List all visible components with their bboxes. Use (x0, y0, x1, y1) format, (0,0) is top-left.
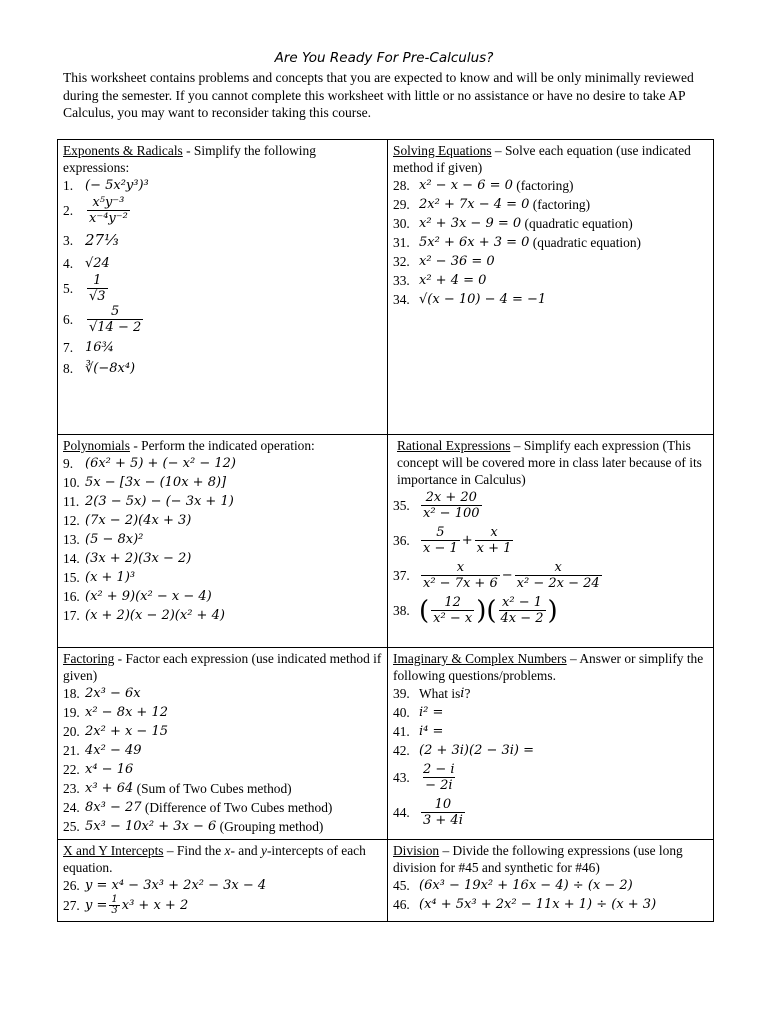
intro-paragraph: This worksheet contains problems and concepts that you are expected to know and will be only minimally reviewed during the semester. If you cannot complete this worksheet with little or no assistance or have no desire to take AP Calculus, you may want to reconsider taking this course. (63, 70, 694, 120)
polynomials-cell (58, 435, 388, 648)
problem-12: 12. (7x − 2)(4x + 3) (63, 513, 192, 528)
division-heading: Division – Divide the following expressions (use long division for #45 and synthetic for #46) (393, 843, 683, 875)
problem-11: 11. 2(3 − 5x) − (− 3x + 1) (63, 494, 234, 509)
imaginary-cell (388, 648, 714, 840)
problem-1: 1. (− 5x²y³)³ (63, 178, 149, 193)
problem-39: 39. What is i ? (393, 686, 471, 701)
problem-43: 43. $\frac{2 - i}{- 2i}$ (393, 762, 455, 793)
problem-4: 4. √24 (63, 256, 110, 271)
problem-21: 21. 4x² − 49 (63, 743, 142, 758)
problem-6: 6. $\frac{5}{√14 - 2}$ (63, 304, 142, 335)
problem-23: 23. x³ + 64 (Sum of Two Cubes method) (63, 781, 292, 796)
problem-35: 35. $\frac{2x + 20}{\text{x² − 100}}$ (393, 490, 480, 521)
problem-45: 45. (6x³ − 19x² + 16x − 4) ÷ (x − 2) (393, 878, 633, 893)
problem-22: 22. x⁴ − 16 (63, 762, 134, 777)
problem-18: 18. 2x³ − 6x (63, 686, 141, 701)
problem-16: 16. (x² + 9)(x² − x − 4) (63, 589, 212, 604)
problem-34: 34. √(x − 10) − 4 = −1 (393, 292, 547, 307)
problem-5: 5. $\frac{1}{√3}$ (63, 273, 106, 304)
problem-24: 24. 8x³ − 27 (Difference of Two Cubes method) (63, 800, 333, 815)
imaginary-heading: Imaginary & Complex Numbers – Answer or simplify the following questions/problems. (393, 651, 704, 683)
problem-28: 28. x² − x − 6 = 0 (factoring) (393, 178, 574, 193)
problem-32: 32. x² − 36 = 0 (393, 254, 495, 269)
intercepts-heading: X and Y Intercepts – Find the x- and y-intercepts of each equation. (63, 843, 366, 875)
problem-46: 46. (x⁴ + 5x³ + 2x² − 11x + 1) ÷ (x + 3) (393, 897, 657, 912)
solving-heading: Solving Equations – Solve each equation (use indicated method if given) (393, 143, 691, 175)
rational-heading: Rational Expressions – Simplify each expression (This concept will be covered more in class later because of its importance in Calculus) (397, 438, 702, 487)
problem-19: 19. x² − 8x + 12 (63, 705, 169, 720)
problem-8: 8. ∛(−8x⁴) (63, 361, 136, 376)
division-cell (388, 840, 714, 922)
problem-38: 38. ( $\frac{12}{\text{x² − x}}$ ) ( $\frac{\text{x² − 1}}{4x - 2}$ ) (393, 595, 558, 626)
problem-36: 36. $\frac{5}{x - 1}$ + $\frac{x}{x + 1}$ (393, 525, 512, 556)
problem-2: 2. $\frac{\text{x⁵y⁻³}}{\text{x⁻⁴y⁻²}}$ (63, 195, 128, 226)
problem-37: 37. $\frac{x}{\text{x² − 7x + 6}}$ − $\frac{x}{\text{x² − 2x − 24}}$ (393, 560, 600, 591)
worksheet-title: Are You Ready For Pre-Calculus? (274, 50, 494, 66)
problem-7: 7. 16¾ (63, 339, 115, 355)
problem-31: 31. 5x² + 6x + 3 = 0 (quadratic equation) (393, 235, 641, 250)
problem-41: 41. i⁴ = (393, 724, 444, 739)
problem-15: 15. (x + 1)³ (63, 570, 136, 585)
problem-42: 42. (2 + 3i)(2 − 3i) = (393, 743, 535, 758)
problem-44: 44. $\frac{10}{3 + 4i}$ (393, 797, 463, 828)
factoring-cell (58, 648, 388, 840)
problem-10: 10. 5x − [3x − (10x + 8)] (63, 475, 227, 490)
rational-cell (388, 435, 714, 648)
problem-30: 30. x² + 3x − 9 = 0 (quadratic equation) (393, 216, 633, 231)
problem-25: 25. 5x³ − 10x² + 3x − 6 (Grouping method) (63, 819, 324, 834)
intercepts-cell (58, 840, 388, 922)
problem-40: 40. i² = (393, 705, 444, 720)
polynomials-heading: Polynomials - Perform the indicated operation: (63, 438, 315, 453)
problem-9: 9. (6x² + 5) + (− x² − 12) (63, 456, 236, 471)
problem-33: 33. x² + 4 = 0 (393, 273, 487, 288)
problem-3: 3. 27⅓ (63, 230, 119, 249)
problem-27: 27. y = $\frac{1}{3}$ x³ + x + 2 (63, 894, 189, 916)
problem-17: 17. (x + 2)(x − 2)(x² + 4) (63, 608, 225, 623)
problem-13: 13. (5 − 8x)² (63, 532, 144, 547)
problem-20: 20. 2x² + x − 15 (63, 724, 169, 739)
exponents-heading: Exponents & Radicals - Simplify the following expressions: (63, 143, 316, 175)
problem-26: 26. y = x⁴ − 3x³ + 2x² − 3x − 4 (63, 878, 267, 893)
problem-29: 29. 2x² + 7x − 4 = 0 (factoring) (393, 197, 591, 212)
factoring-heading: Factoring - Factor each expression (use indicated method if given) (63, 651, 382, 683)
solving-cell (388, 140, 714, 435)
exponents-cell (58, 140, 388, 435)
worksheet-table (57, 139, 714, 922)
problem-14: 14. (3x + 2)(3x − 2) (63, 551, 192, 566)
